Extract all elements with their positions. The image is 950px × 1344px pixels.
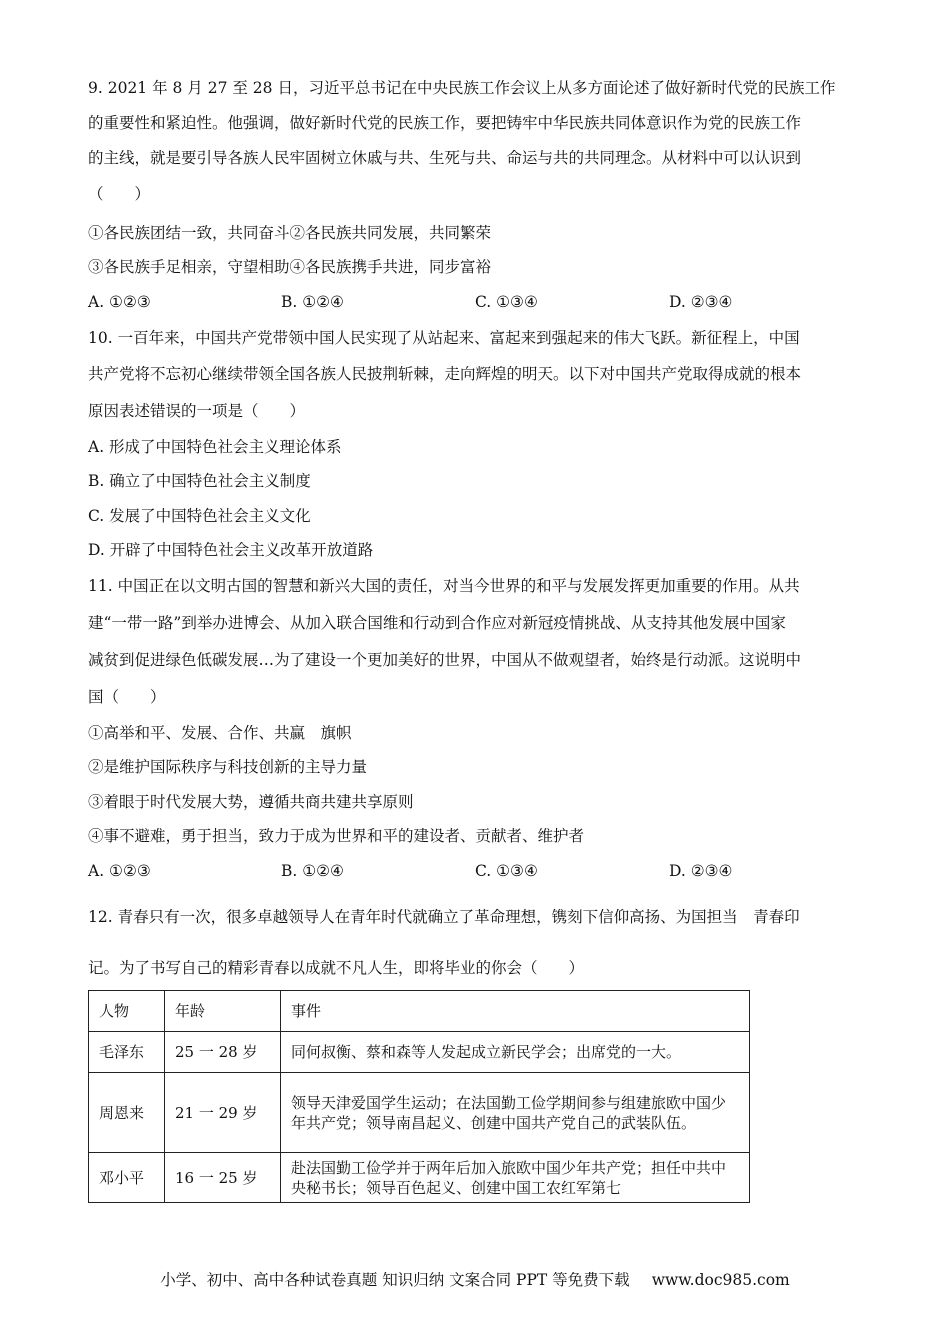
q11-stem-line-4: 国（ ）	[88, 688, 166, 706]
table-cell-age: 25 一 28 岁	[165, 1032, 281, 1073]
q9-stem-line-1: 9. 2021 年 8 月 27 至 28 日，习近平总书记在中央民族工作会议上从多方面论述了做好新时代党的民族工作	[88, 79, 836, 97]
table-cell-event: 赴法国勤工俭学并于两年后加入旅欧中国少年共产党；担任中共中央秘书长；领导百色起义、创建中国工农红军第七	[281, 1153, 750, 1203]
q11-option-b: B. ①②④	[281, 862, 344, 880]
table-cell-event: 同何叔衡、蔡和森等人发起成立新民学会；出席党的一大。	[281, 1032, 750, 1073]
table-cell-age: 16 一 25 岁	[165, 1153, 281, 1203]
q11-statement-2: ②是维护国际秩序与科技创新的主导力量	[88, 758, 368, 776]
page-footer	[0, 1270, 950, 1290]
footer-text: 小学、初中、高中各种试卷真题 知识归纳 文案合同 PPT 等免费下载	[160, 1271, 630, 1289]
q11-option-a: A. ①②③	[88, 862, 151, 880]
q9-option-a: A. ①②③	[88, 293, 151, 311]
table-cell-person: 周恩来	[89, 1073, 165, 1153]
q11-option-d: D. ②③④	[669, 862, 733, 880]
q10-option-c: C. 发展了中国特色社会主义文化	[88, 507, 311, 525]
q9-option-c: C. ①③④	[475, 293, 538, 311]
table-header-age: 年龄	[165, 991, 281, 1032]
table-row	[89, 1032, 750, 1073]
table-header-row	[89, 991, 750, 1032]
table-cell-event: 领导天津爱国学生运动；在法国勤工俭学期间参与组建旅欧中国少年共产党；领导南昌起义、创建中国共产党自己的武装队伍。	[281, 1073, 750, 1153]
q11-stem-line-3: 减贫到促进绿色低碳发展…为了建设一个更加美好的世界，中国从不做观望者，始终是行动派。这说明中	[88, 651, 802, 669]
q10-option-a: A. 形成了中国特色社会主义理论体系	[88, 438, 342, 456]
q12-stem-line-1: 12. 青春只有一次，很多卓越领导人在青年时代就确立了革命理想，镌刻下信仰高扬、为国担当 青春印	[88, 908, 800, 926]
q11-statement-3: ③着眼于时代发展大势，遵循共商共建共享原则	[88, 793, 414, 811]
table-row	[89, 1073, 750, 1153]
table-header-event: 事件	[281, 991, 750, 1032]
leaders-table	[88, 990, 750, 1203]
footer-url-link[interactable]: www.doc985.com	[651, 1271, 790, 1289]
q9-answer-blank: （ ）	[88, 185, 151, 203]
q10-option-b: B. 确立了中国特色社会主义制度	[88, 472, 311, 490]
q9-stem-line-2: 的重要性和紧迫性。他强调，做好新时代党的民族工作，要把铸牢中华民族共同体意识作为党的民族工作	[88, 114, 802, 132]
table-cell-person: 邓小平	[89, 1153, 165, 1203]
q11-option-c: C. ①③④	[475, 862, 538, 880]
q12-stem-line-2: 记。为了书写自己的精彩青春以成就不凡人生，即将毕业的你会（ ）	[88, 959, 585, 977]
q11-statement-4: ④事不避难，勇于担当，致力于成为世界和平的建设者、贡献者、维护者	[88, 827, 585, 845]
q11-stem-line-2: 建“一带一路”到举办进博会、从加入联合国维和行动到合作应对新冠疫情挑战、从支持其他发展中国家	[88, 614, 786, 632]
q10-stem-line-2: 共产党将不忘初心继续带领全国各族人民披荆斩棘，走向辉煌的明天。以下对中国共产党取得成就的根本	[88, 365, 802, 383]
table-row	[89, 1153, 750, 1203]
q9-statement-3-4: ③各民族手足相亲，守望相助④各民族携手共进，同步富裕	[88, 258, 492, 276]
q9-option-b: B. ①②④	[281, 293, 344, 311]
q11-statement-1: ①高举和平、发展、合作、共赢 旗帜	[88, 724, 352, 742]
table-cell-age: 21 一 29 岁	[165, 1073, 281, 1153]
table-header-person: 人物	[89, 991, 165, 1032]
table-cell-person: 毛泽东	[89, 1032, 165, 1073]
q9-option-d: D. ②③④	[669, 293, 733, 311]
q11-stem-line-1: 11. 中国正在以文明古国的智慧和新兴大国的责任，对当今世界的和平与发展发挥更加重要的作用。从共	[88, 577, 800, 595]
q9-stem-line-3: 的主线，就是要引导各族人民牢固树立休戚与共、生死与共、命运与共的共同理念。从材料中可以认识到	[88, 149, 802, 167]
q9-statement-1-2: ①各民族团结一致，共同奋斗②各民族共同发展，共同繁荣	[88, 224, 492, 242]
q10-stem-line-1: 10. 一百年来，中国共产党带领中国人民实现了从站起来、富起来到强起来的伟大飞跃。新征程上，中国	[88, 329, 800, 347]
q10-option-d: D. 开辟了中国特色社会主义改革开放道路	[88, 541, 374, 559]
q10-stem-line-3: 原因表述错误的一项是（ ）	[88, 402, 306, 420]
